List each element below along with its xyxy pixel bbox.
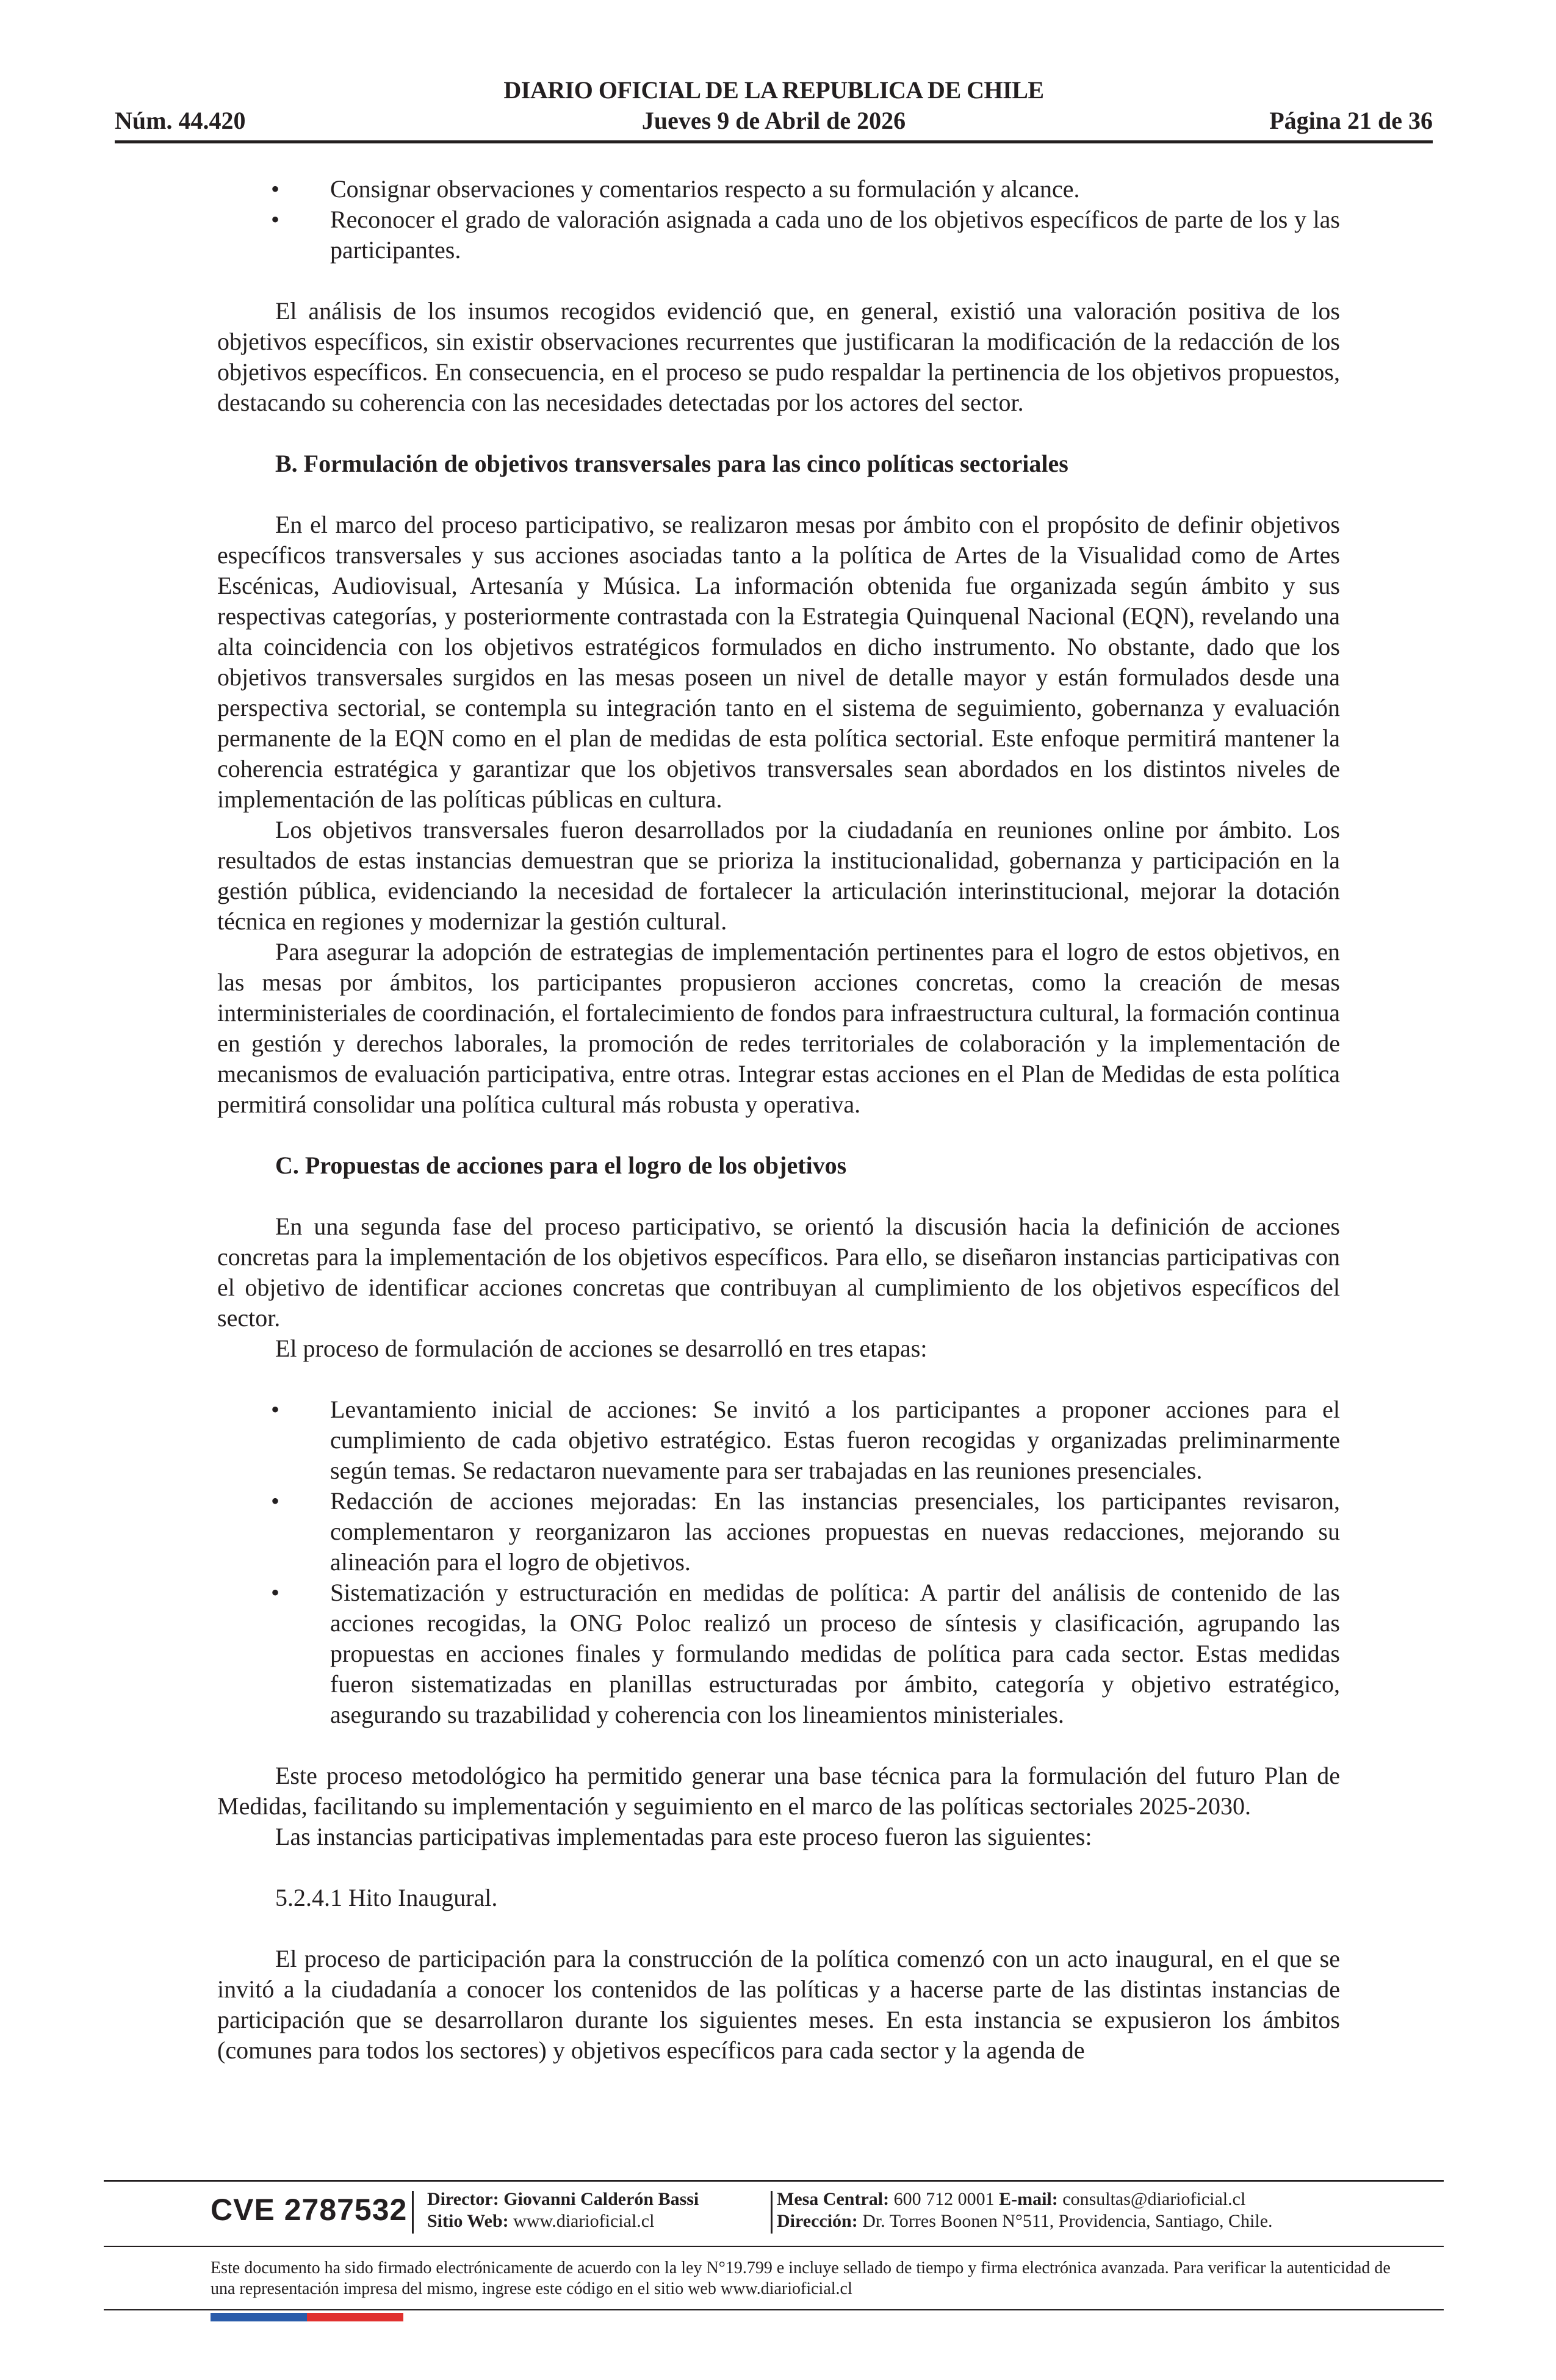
list-item: • Redacción de acciones mejoradas: En las instancias presenciales, los participantes revisaron, complementaron y reorganizaron las acciones propuestas en nuevas redacciones, mejorando su alineación para el logro de objetivos. [271,1487,1340,1576]
director-label: Director: [427,2189,499,2209]
flag-red [307,2313,403,2321]
director-name: Giovanni Calderón Bassi [503,2189,699,2209]
legal-notice: Este documento ha sido firmado electrónicamente de acuerdo con la ley N°19.799 e incluye sellado de tiempo y firma electrónica avanzada. Para verificar la autenticidad de una representación impresa del mismo, ingrese este código en el sitio web www.diarioficial.cl [211,2259,1391,2298]
header-rule [115,140,1433,143]
mesa-phone: 600 712 0001 [893,2189,995,2209]
bullet-icon: • [271,1396,280,1423]
paragraph-b1: En el marco del proceso participativo, se realizaron mesas por ámbito con el propósito de definir objetivos específicos transversales y sus acciones asociadas tanto a la política de Artes de la Visualidad como de Artes Escénicas, Audiovisual, Artesanía y Música. La información obtenida fue organizada según ámbito y sus respectivas categorías, y posteriormente contrastada con la Estrategia Quinquenal Nacional (EQN), revelando una alta coincidencia con los objetivos estratégicos formulados en dicho instrumento. No obstante, dado que los objetivos transversales surgidos en las mesas poseen un nivel de detalle mayor y están formulados desde una perspectiva sectorial, se contempla su integración tanto en el sistema de seguimiento, gobernanza y evaluación permanente de la EQN como en el plan de medidas de esta política sectorial. Este enfoque permitirá mantener la coherencia estratégica y garantizar que los objetivos transversales sean abordados en los distintos niveles de implementación de las políticas públicas en cultura. [217,511,1340,813]
bullet-icon: • [271,1579,280,1606]
flag-blue [211,2313,307,2321]
footer-rule-bottom [104,2309,1444,2310]
paragraph-c3: Este proceso metodológico ha permitido generar una base técnica para la formulación del futuro Plan de Medidas, facilitando su implementación y seguimiento en el marco de las políticas sectoriales 2025-2030. [217,1762,1340,1820]
bullet-icon: • [271,1487,280,1515]
footer-rule-top [104,2180,1444,2182]
footer-divider [412,2191,414,2234]
paragraph-c2: El proceso de formulación de acciones se desarrolló en tres etapas: [275,1335,927,1362]
bullet-icon: • [271,175,280,203]
paragraph-b3: Para asegurar la adopción de estrategias de implementación pertinentes para el logro de estos objetivos, en las mesas por ámbitos, los participantes propusieron acciones concretas, como la creación de mesas interministeriales de coordinación, el fortalecimiento de fondos para infraestructura cultural, la formación continua en gestión y derechos laborales, la promoción de redes territoriales de colaboración y la implementación de mecanismos de evaluación participativa, entre otras. Integrar estas acciones en el Plan de Medidas de esta política permitirá consolidar una política cultural más robusta y operativa. [217,938,1340,1118]
flag-stripe [211,2313,403,2321]
cve-code: CVE 2787532 [211,2193,408,2227]
page-number: Página 21 de 36 [1269,107,1433,134]
footer-divider [771,2191,773,2234]
mesa-label: Mesa Central: [777,2189,890,2209]
paragraph-analisis: El análisis de los insumos recogidos evidenció que, en general, existió una valoración positiva de los objetivos específicos, sin existir observaciones recurrentes que justificaran la modificación de la redacción de los objetivos específicos. En consecuencia, en el proceso se pudo respaldar la pertinencia de los objetivos propuestos, destacando su coherencia con las necesidades detectadas por los actores del sector. [217,297,1340,416]
newspaper-title: DIARIO OFICIAL DE LA REPUBLICA DE CHILE [503,76,1044,104]
section-heading-c: C. Propuestas de acciones para el logro de los objetivos [275,1152,847,1179]
page-body [217,174,1340,2066]
section-heading-b: B. Formulación de objetivos transversales para las cinco políticas sectoriales [275,450,1068,477]
list-item: • Reconocer el grado de valoración asignada a cada uno de los objetivos específicos de parte de los y las participantes. [271,206,1340,264]
footer-contact-block [777,2188,1273,2232]
email-label: E-mail: [999,2189,1058,2209]
paragraph-b2: Los objetivos transversales fueron desarrollados por la ciudadanía en reuniones online por ámbito. Los resultados de estas instancias demuestran que se prioriza la institucionalidad, gobernanza y participación en la gestión pública, evidenciando la necesidad de fortalecer la articulación interinstitucional, mejorar la dotación técnica en regiones y modernizar la gestión cultural. [217,816,1340,935]
list-item: • Levantamiento inicial de acciones: Se invitó a los participantes a proponer acciones para el cumplimiento de cada objetivo estratégico. Estas fueron recogidas y organizadas preliminarmente según temas. Se redactaron nuevamente para ser trabajadas en las reuniones presenciales. [271,1396,1340,1484]
email-link[interactable]: consultas@diarioficial.cl [1062,2189,1246,2209]
paragraph-hito: El proceso de participación para la construcción de la política comenzó con un acto inaugural, en el que se invitó a la ciudadanía a conocer los contenidos de las políticas y a hacerse parte de las distintas instancias de participación que se desarrollaron durante los siguientes meses. En esta instancia se expusieron los ámbitos (comunes para todos los sectores) y objetivos específicos para cada sector y la agenda de [217,1945,1340,2064]
list-item: • Sistematización y estructuración en medidas de política: A partir del análisis de contenido de las acciones recogidas, la ONG Poloc realizó un proceso de síntesis y clasificación, agrupando las propuestas en acciones finales y formulando medidas de política para cada sector. Estas medidas fueron sistematizadas en planillas estructuradas por ámbito, categoría y objetivo estratégico, asegurando su trazabilidad y coherencia con los lineamientos ministeriales. [271,1579,1340,1728]
page-footer [211,2186,1431,2241]
bullet-list-etapas [217,1394,1340,1730]
page-header [115,76,1433,143]
web-label: Sitio Web: [427,2211,509,2231]
subheading-hito: 5.2.4.1 Hito Inaugural. [275,1884,498,1911]
bullet-list-top [217,174,1340,265]
paragraph-c1: En una segunda fase del proceso participativo, se orientó la discusión hacia la definición de acciones concretas para la implementación de los objetivos específicos. Para ello, se diseñaron instancias participativas con el objetivo de identificar acciones concretas que contribuyan al cumplimiento de los objetivos específicos del sector. [217,1213,1340,1332]
list-item: • Consignar observaciones y comentarios respecto a su formulación y alcance. [217,174,1340,204]
paragraph-c4: Las instancias participativas implementadas para este proceso fueron las siguientes: [275,1823,1092,1850]
issue-date: Jueves 9 de Abril de 2026 [641,107,906,134]
direccion-value: Dr. Torres Boonen N°511, Providencia, Santiago, Chile. [862,2211,1273,2231]
footer-director-block [427,2188,699,2232]
web-link[interactable]: www.diarioficial.cl [513,2211,655,2231]
bullet-icon: • [271,206,280,233]
issue-number: Núm. 44.420 [115,107,246,134]
footer-rule-middle [104,2246,1444,2247]
direccion-label: Dirección: [777,2211,858,2231]
